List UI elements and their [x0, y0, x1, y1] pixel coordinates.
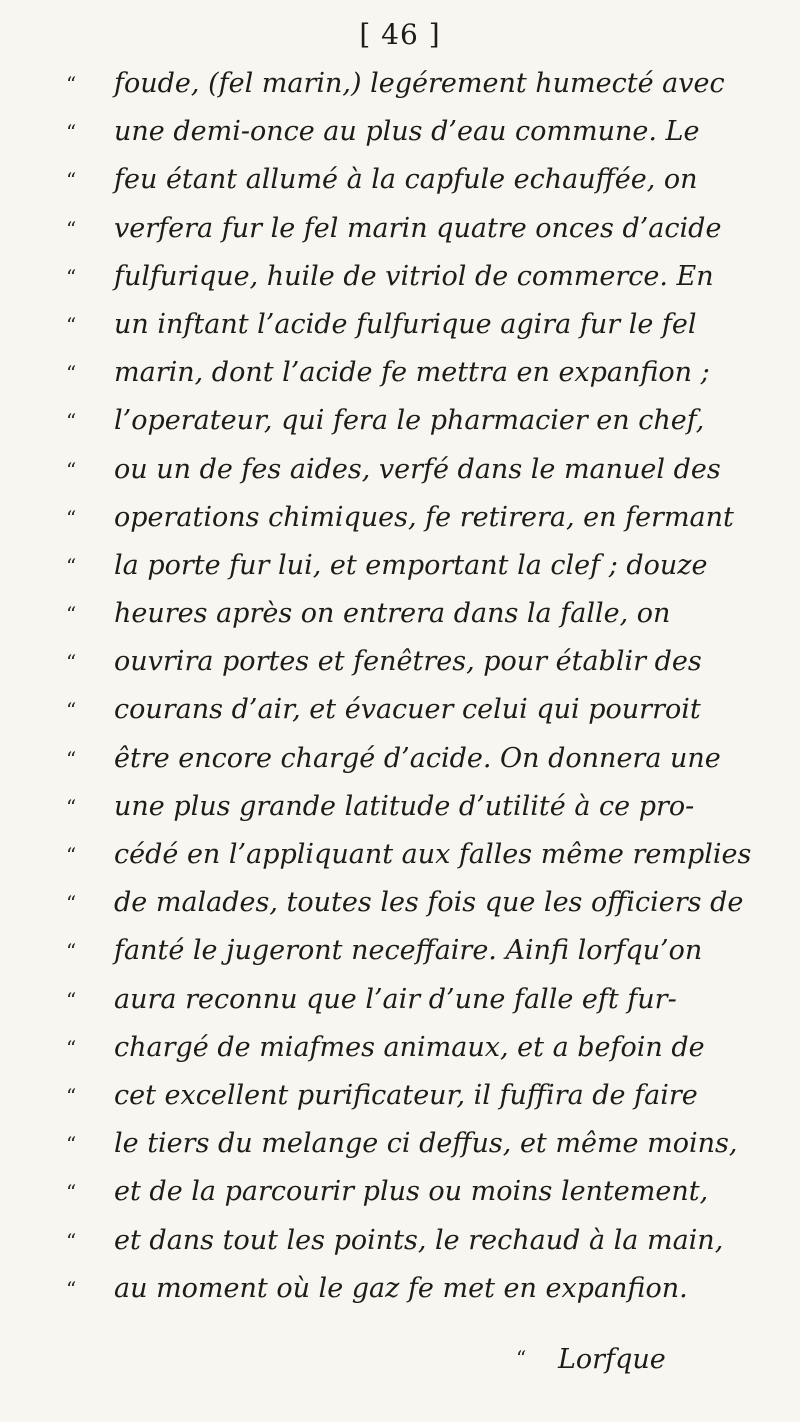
text-line [0, 1028, 800, 1076]
line-text: ouvrira portes et fenêtres, pour établir des [114, 646, 702, 678]
text-line [0, 64, 800, 112]
text-line [0, 739, 800, 787]
text-line [0, 498, 800, 546]
line-text: l’operateur, qui fera le pharmacier en chef, [114, 405, 705, 437]
quote-mark: “ [66, 843, 77, 867]
quote-mark: “ [66, 216, 77, 241]
quote-mark: “ [66, 409, 77, 434]
quote-mark: “ [66, 1180, 77, 1205]
quote-mark: “ [66, 505, 77, 530]
text-line [0, 980, 800, 1028]
text-line [0, 1076, 800, 1124]
quote-mark: “ [66, 1228, 77, 1253]
text-line [0, 883, 800, 931]
quote-mark: “ [66, 120, 77, 145]
text-line [0, 835, 800, 883]
quote-mark: “ [66, 553, 77, 578]
quote-mark: “ [66, 891, 77, 916]
line-text: verfera fur le fel marin quatre onces d’acide [114, 212, 722, 244]
text-line [0, 642, 800, 690]
quote-mark: “ [66, 312, 77, 337]
line-text: être encore chargé d’acide. On donnera une [114, 742, 721, 774]
line-text: marin, dont l’acide fe mettra en expanfion ; [114, 357, 710, 389]
line-text: cet excellent purificateur, il fuffira de faire [114, 1079, 698, 1111]
line-text: heures après on entrera dans la falle, on [114, 598, 671, 630]
text-line [0, 594, 800, 642]
text-line [0, 931, 800, 979]
line-text: fulfurique, huile de vitriol de commerce. En [114, 260, 714, 292]
quote-mark: “ [66, 650, 77, 675]
quote-mark: “ [66, 1276, 77, 1301]
quote-mark: “ [66, 1132, 77, 1157]
page-number: [ 46 ] [359, 18, 441, 51]
text-line [0, 546, 800, 594]
line-text: courans d’air, et évacuer celui qui pourroit [114, 694, 701, 726]
quote-mark: “ [66, 168, 77, 193]
quote-mark: “ [66, 746, 77, 771]
text-line [0, 450, 800, 498]
line-text: chargé de miafmes animaux, et a befoin de [114, 1031, 705, 1063]
catchword-text: Lorfque [558, 1344, 666, 1375]
line-text: feu étant allumé à la capfule echauffée, on [114, 164, 698, 196]
quote-mark: “ [66, 939, 77, 964]
text-body [0, 64, 800, 1317]
text-line [0, 1124, 800, 1172]
text-line [0, 401, 800, 449]
quote-mark: “ [516, 1346, 527, 1370]
text-line [0, 160, 800, 208]
quote-mark: “ [66, 698, 77, 723]
text-line [0, 787, 800, 835]
text-line [0, 209, 800, 257]
text-line [0, 690, 800, 738]
text-line [0, 1172, 800, 1220]
catchword [0, 1340, 800, 1380]
line-text: une plus grande latitude d’utilité à ce pro- [114, 790, 695, 822]
text-line [0, 1269, 800, 1317]
line-text: cédé en l’appliquant aux falles même remplies [114, 839, 752, 870]
line-text: ou un de fes aides, verfé dans le manuel des [114, 453, 721, 485]
quote-mark: “ [66, 457, 77, 482]
text-line [0, 353, 800, 401]
line-text: la porte fur lui, et emportant la clef ; douze [114, 549, 708, 581]
line-text: operations chimiques, fe retirera, en fermant [114, 501, 734, 533]
quote-mark: “ [66, 72, 77, 96]
line-text: le tiers du melange ci deffus, et même moins, [114, 1128, 738, 1160]
text-line [0, 257, 800, 305]
quote-mark: “ [66, 602, 77, 627]
text-line [0, 305, 800, 353]
line-text: et dans tout les points, le rechaud à la main, [114, 1224, 724, 1256]
line-text: au moment où le gaz fe met en expanfion. [114, 1272, 688, 1304]
line-text: de malades, toutes les fois que les officiers de [114, 887, 744, 919]
line-text: une demi-once au plus d’eau commune. Le [114, 116, 700, 148]
quote-mark: “ [66, 987, 77, 1012]
line-text: fanté le jugeront neceffaire. Ainfi lorfqu’on [114, 935, 703, 967]
quote-mark: “ [66, 794, 77, 819]
quote-mark: “ [66, 1083, 77, 1108]
line-text: un inftant l’acide fulfurique agira fur le fel [114, 308, 697, 340]
text-line [0, 1221, 800, 1269]
line-text: et de la parcourir plus ou moins lentement, [114, 1176, 709, 1208]
quote-mark: “ [66, 1035, 77, 1060]
line-text: aura reconnu que l’air d’une falle eft fur- [114, 983, 677, 1015]
line-text: foude, (fel marin,) legérement humecté avec [114, 68, 725, 99]
quote-mark: “ [66, 361, 77, 386]
quote-mark: “ [66, 264, 77, 289]
text-line [0, 112, 800, 160]
